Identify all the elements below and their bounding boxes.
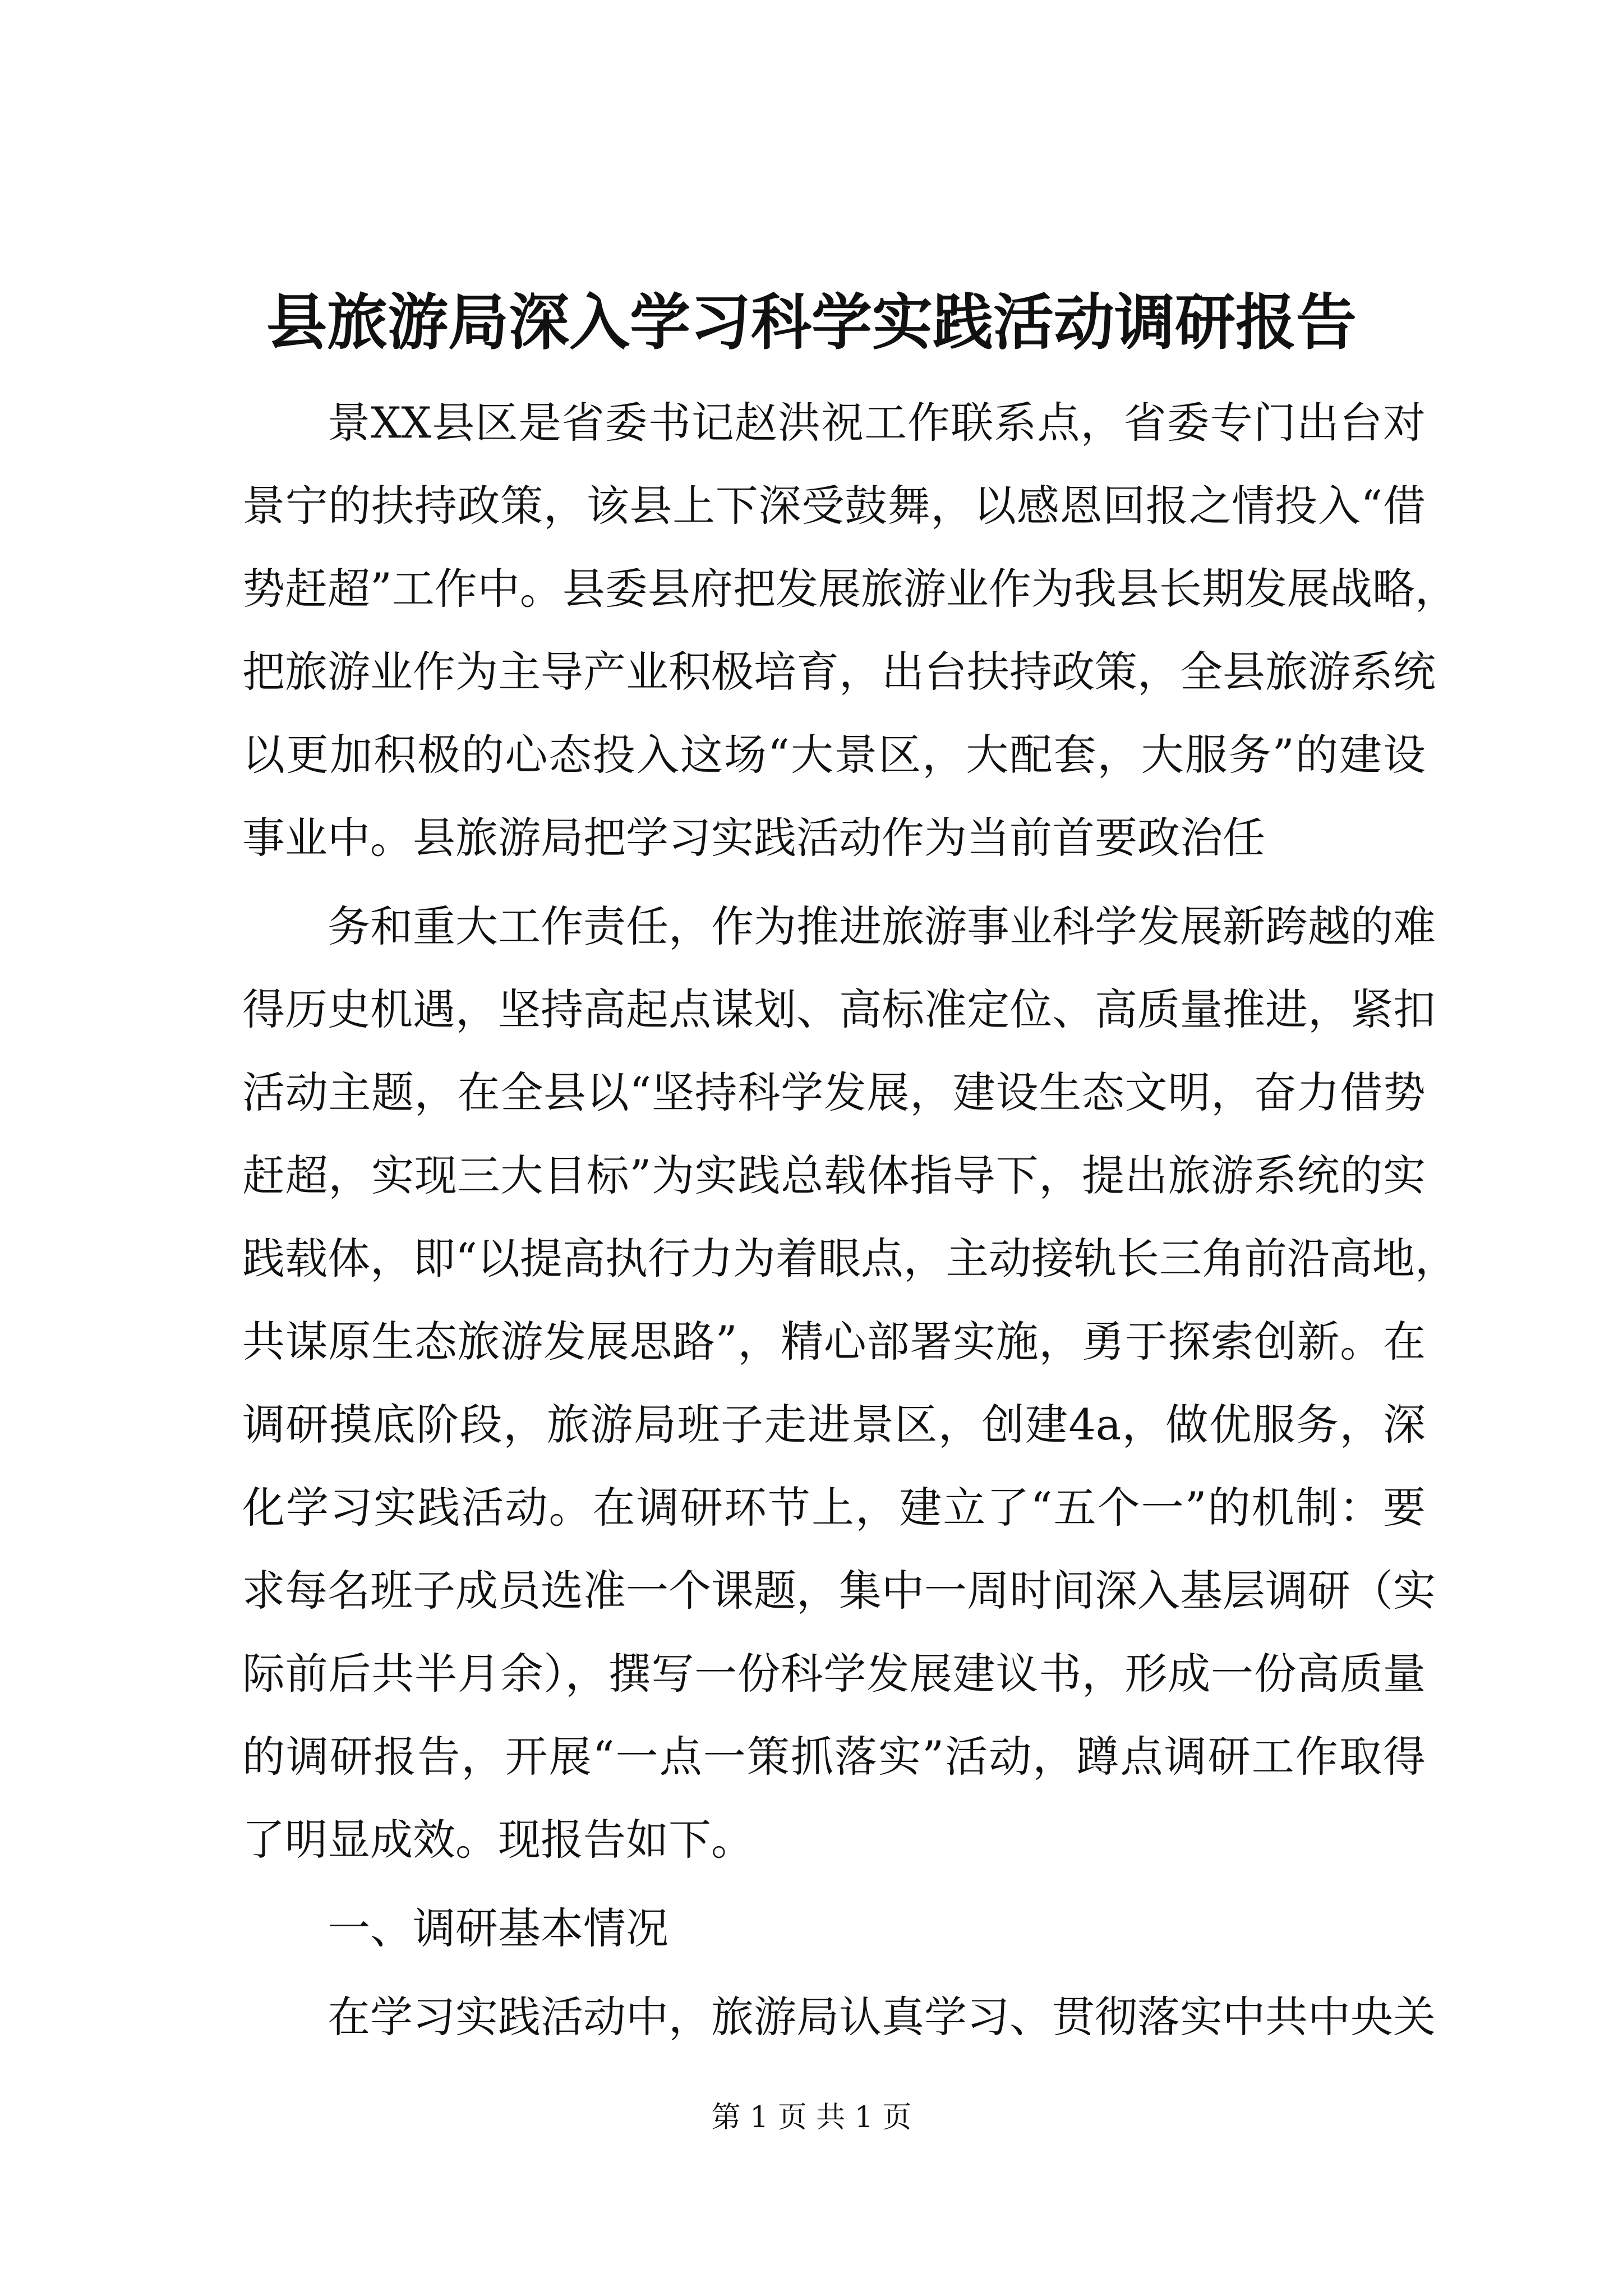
body-line: 求每名班子成员选准一个课题，集中一周时间深入基层调研（实	[242, 1566, 1436, 1616]
body-line: 务和重大工作责任，作为推进旅游事业科学发展新跨越的难	[328, 901, 1436, 951]
body-line: 景XX县区是省委书记赵洪祝工作联系点，省委专门出台对	[328, 398, 1426, 448]
body-line: 了明显成效。现报告如下。	[242, 1815, 754, 1865]
body-line: 赶超，实现三大目标”为实践总载体指导下，提出旅游系统的实	[242, 1151, 1426, 1200]
body-line: 共谋原生态旅游发展思路”，精心部署实施，勇于探索创新。在	[242, 1317, 1426, 1366]
body-line: 得历史机遇，坚持高起点谋划、高标准定位、高质量推进，紧扣	[242, 984, 1436, 1034]
body-line: 把旅游业作为主导产业积极培育，出台扶持政策，全县旅游系统	[242, 647, 1436, 697]
body-line: 景宁的扶持政策，该县上下深受鼓舞，以感恩回报之情投入“借	[242, 481, 1426, 531]
body-line: 事业中。县旅游局把学习实践活动作为当前首要政治任	[242, 813, 1265, 863]
body-line: 活动主题，在全县以“坚持科学发展，建设生态文明，奋力借势	[242, 1068, 1426, 1117]
body-line: 化学习实践活动。在调研环节上，建立了“五个一”的机制：要	[242, 1483, 1426, 1533]
body-line: 势赶超”工作中。县委县府把发展旅游业作为我县长期发展战略，	[242, 564, 1458, 614]
body-line: 际前后共半月余），撰写一份科学发展建议书，形成一份高质量	[242, 1649, 1426, 1699]
body-line: 在学习实践活动中，旅游局认真学习、贯彻落实中共中央关	[328, 1992, 1436, 2042]
document-body	[242, 381, 1458, 2059]
body-line: 调研摸底阶段，旅游局班子走进景区，创建4a，做优服务，深	[242, 1400, 1426, 1450]
page-footer: 第 1 页 共 1 页	[711, 2101, 912, 2134]
section-heading: 一、调研基本情况	[328, 1903, 668, 1953]
body-line: 践载体，即“以提高执行力为着眼点，主动接轨长三角前沿高地，	[242, 1234, 1458, 1283]
body-line: 以更加积极的心态投入这场“大景区，大配套，大服务”的建设	[242, 730, 1426, 780]
body-line: 的调研报告，开展“一点一策抓落实”活动，蹲点调研工作取得	[242, 1732, 1426, 1782]
document-title: 县旅游局深入学习科学实践活动调研报告	[266, 287, 1357, 358]
